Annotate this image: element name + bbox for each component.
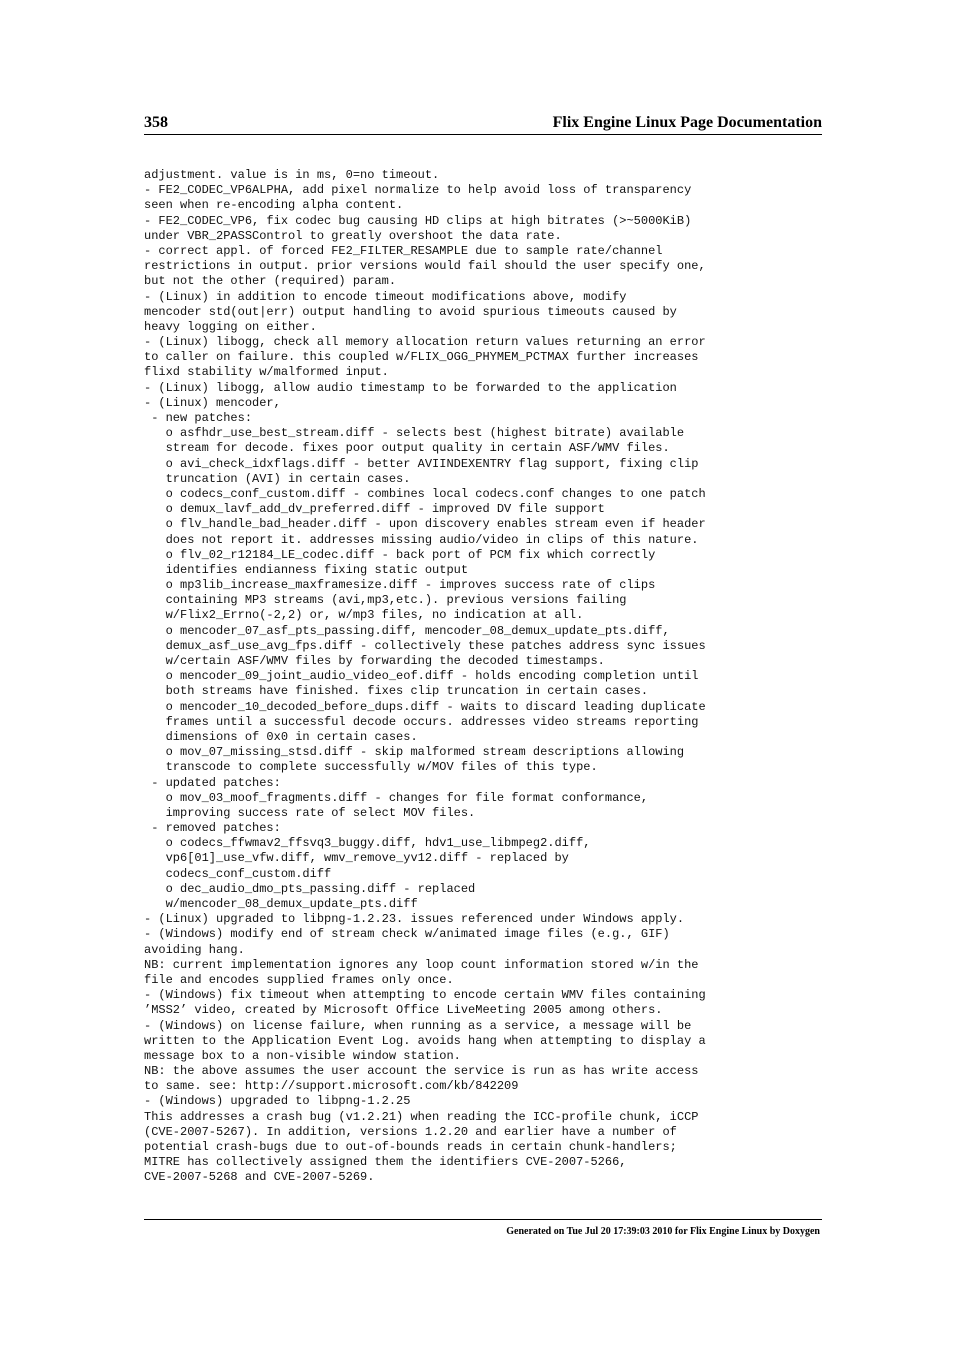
code-line: to same. see: http://support.microsoft.com/kb/842209 bbox=[144, 1079, 519, 1094]
code-line: o mencoder_09_joint_audio_video_eof.diff - holds encoding completion until bbox=[144, 669, 699, 684]
code-line: - removed patches: bbox=[144, 821, 281, 836]
code-line: truncation (AVI) in certain cases. bbox=[144, 471, 411, 486]
code-line: message box to a non-visible window station. bbox=[144, 1048, 461, 1063]
code-line: heavy logging on either. bbox=[144, 319, 317, 334]
code-line: vp6[01]_use_vfw.diff, wmv_remove_yv12.diff - replaced by bbox=[144, 851, 569, 866]
code-line: w/Flix2_Errno(-2,2) or, w/mp3 files, no indication at all. bbox=[144, 608, 584, 623]
code-line: MITRE has collectively assigned them the identifiers CVE-2007-5266, bbox=[144, 1155, 627, 1170]
code-line: mencoder std(out|err) output handling to avoid spurious timeouts caused by bbox=[144, 304, 677, 319]
code-line: - (Windows) fix timeout when attempting to encode certain WMV files containing bbox=[144, 988, 706, 1003]
code-line: identifies endianness fixing static output bbox=[144, 562, 469, 577]
code-line: under VBR_2PASSControl to greatly overshoot the data rate. bbox=[144, 228, 562, 243]
code-line: seen when re-encoding alpha content. bbox=[144, 198, 404, 213]
code-line: - (Linux) libogg, allow audio timestamp to be forwarded to the application bbox=[144, 380, 677, 395]
code-line: demux_asf_use_avg_fps.diff - collectively these patches address sync issues bbox=[144, 638, 706, 653]
code-line: - (Windows) on license failure, when running as a service, a message will be bbox=[144, 1018, 692, 1033]
code-line: o avi_check_idxflags.diff - better AVIINDEXENTRY flag support, fixing clip bbox=[144, 456, 699, 471]
code-line: o flv_handle_bad_header.diff - upon discovery enables stream even if header bbox=[144, 517, 706, 532]
code-line: - (Linux) upgraded to libpng-1.2.23. issues referenced under Windows apply. bbox=[144, 912, 685, 927]
code-line: o dec_audio_dmo_pts_passing.diff - replaced bbox=[144, 881, 476, 896]
code-line: - (Linux) mencoder, bbox=[144, 395, 281, 410]
code-line: This addresses a crash bug (v1.2.21) when reading the ICC-profile chunk, iCCP bbox=[144, 1109, 699, 1124]
code-line: improving success rate of select MOV files. bbox=[144, 805, 476, 820]
code-line: does not report it. addresses missing audio/video in clips of this nature. bbox=[144, 532, 699, 547]
code-line: o codecs_conf_custom.diff - combines local codecs.conf changes to one patch bbox=[144, 486, 706, 501]
code-line: o asfhdr_use_best_stream.diff - selects best (highest bitrate) available bbox=[144, 426, 685, 441]
code-line: written to the Application Event Log. avoids hang when attempting to display a bbox=[144, 1033, 706, 1048]
code-line: - FE2_CODEC_VP6, fix codec bug causing HD clips at high bitrates (>~5000KiB) bbox=[144, 213, 692, 228]
code-line: o mencoder_07_asf_pts_passing.diff, mencoder_08_demux_update_pts.diff, bbox=[144, 623, 670, 638]
page-number: 358 bbox=[144, 114, 168, 131]
code-line: both streams have finished. fixes clip truncation in certain cases. bbox=[144, 684, 649, 699]
code-line: o mov_07_missing_stsd.diff - skip malformed stream descriptions allowing bbox=[144, 745, 685, 760]
code-line: avoiding hang. bbox=[144, 942, 245, 957]
code-line: - correct appl. of forced FE2_FILTER_RESAMPLE due to sample rate/channel bbox=[144, 243, 663, 258]
code-line: CVE-2007-5268 and CVE-2007-5269. bbox=[144, 1170, 375, 1185]
code-line: - (Windows) modify end of stream check w/animated image files (e.g., GIF) bbox=[144, 927, 670, 942]
code-line: - new patches: bbox=[144, 411, 253, 425]
changelog-code-block bbox=[144, 168, 824, 1186]
code-line: potential crash-bugs due to out-of-bounds reads in certain chunk-handlers; bbox=[144, 1140, 677, 1154]
code-line: to caller on failure. this coupled w/FLIX_OGG_PHYMEM_PCTMAX further increases bbox=[144, 350, 699, 365]
page-footer bbox=[144, 1219, 822, 1237]
code-line: - (Windows) upgraded to libpng-1.2.25 bbox=[144, 1094, 411, 1109]
code-line: restrictions in output. prior versions would fail should the user specify one, bbox=[144, 259, 706, 274]
code-line: - updated patches: bbox=[144, 775, 281, 790]
code-line: dimensions of 0x0 in certain cases. bbox=[144, 729, 418, 744]
code-line: but not the other (required) param. bbox=[144, 274, 397, 289]
code-line: w/certain ASF/WMV files by forwarding the decoded timestamps. bbox=[144, 654, 605, 668]
code-line: o codecs_ffwmav2_ffsvq3_buggy.diff, hdv1_use_libmpeg2.diff, bbox=[144, 836, 591, 851]
code-line: transcode to complete successfully w/MOV files of this type. bbox=[144, 760, 598, 775]
code-line: ’MSS2’ video, created by Microsoft Office LiveMeeting 2005 among others. bbox=[144, 1003, 663, 1018]
code-line: NB: the above assumes the user account the service is run as has write access bbox=[144, 1064, 699, 1079]
code-line: o flv_02_r12184_LE_codec.diff - back port of PCM fix which correctly bbox=[144, 547, 656, 562]
code-line: - (Linux) in addition to encode timeout modifications above, modify bbox=[144, 289, 627, 304]
code-line: stream for decode. fixes poor output quality in certain ASF/WMV files. bbox=[144, 441, 670, 456]
code-line: - FE2_CODEC_VP6ALPHA, add pixel normalize to help avoid loss of transparency bbox=[144, 183, 692, 198]
page-header bbox=[144, 112, 822, 135]
document-title: Flix Engine Linux Page Documentation bbox=[552, 114, 822, 131]
code-line: o demux_lavf_add_dv_preferred.diff - improved DV file support bbox=[144, 502, 605, 517]
code-line: (CVE-2007-5267). In addition, versions 1.2.20 and earlier have a number of bbox=[144, 1124, 677, 1139]
code-line: - (Linux) libogg, check all memory allocation return values returning an error bbox=[144, 335, 706, 350]
code-line: codecs_conf_custom.diff bbox=[144, 866, 332, 881]
code-line: o mp3lib_increase_maxframesize.diff - improves success rate of clips bbox=[144, 578, 656, 593]
code-line: o mencoder_10_decoded_before_dups.diff - waits to discard leading duplicate bbox=[144, 699, 706, 714]
footer-generated-text: Generated on Tue Jul 20 17:39:03 2010 for Flix Engine Linux by Doxygen bbox=[506, 1226, 820, 1237]
code-line: NB: current implementation ignores any loop count information stored w/in the bbox=[144, 957, 699, 972]
code-line: o mov_03_moof_fragments.diff - changes for file format conformance, bbox=[144, 790, 649, 805]
code-line: frames until a successful decode occurs. addresses video streams reporting bbox=[144, 714, 699, 729]
code-line: flixd stability w/malformed input. bbox=[144, 365, 389, 380]
code-line: w/mencoder_08_demux_update_pts.diff bbox=[144, 897, 418, 911]
code-line: adjustment. value is in ms, 0=no timeout. bbox=[144, 168, 440, 182]
code-line: containing MP3 streams (avi,mp3,etc.). previous versions failing bbox=[144, 593, 627, 608]
code-line: file and encodes supplied frames only once. bbox=[144, 972, 454, 987]
